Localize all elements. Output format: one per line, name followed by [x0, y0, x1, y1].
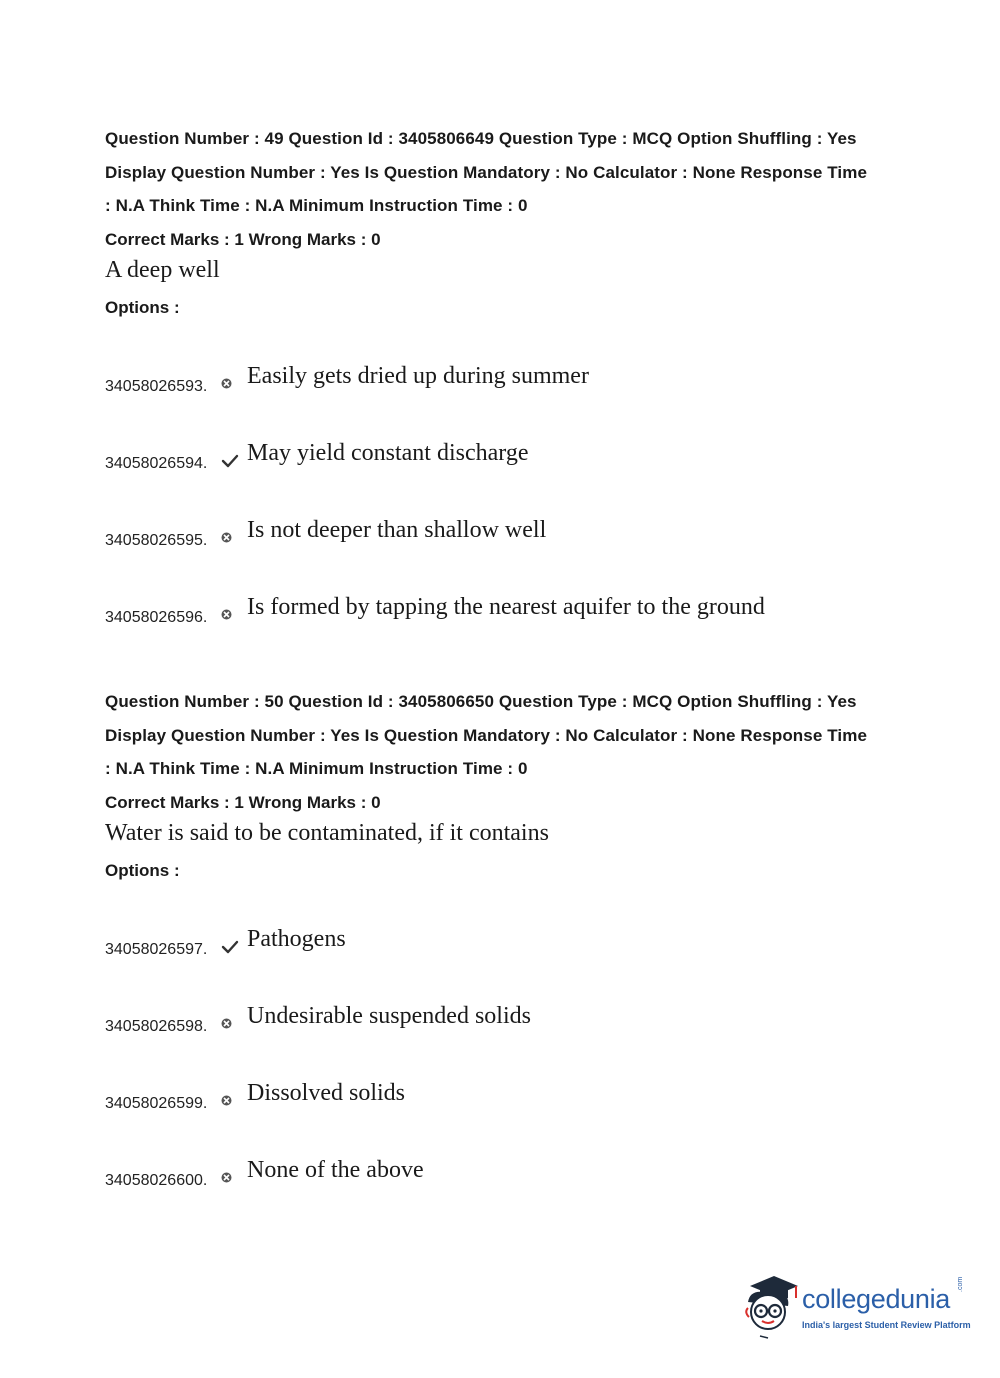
option-text: Easily gets dried up during summer	[247, 362, 589, 389]
cross-icon	[221, 605, 245, 625]
question-meta-line: Question Number : 50 Question Id : 3405806650 Question Type : MCQ Option Shuffling : Yes	[105, 692, 857, 711]
option-text: Is not deeper than shallow well	[247, 516, 547, 543]
cross-icon	[221, 528, 245, 548]
option-id: 34058026599.	[105, 1094, 208, 1112]
question-text: A deep well	[105, 256, 220, 283]
collegedunia-logo	[740, 1270, 970, 1350]
option-text: Is formed by tapping the nearest aquifer to the ground	[247, 593, 765, 620]
option-row	[105, 398, 925, 475]
cross-icon	[221, 374, 245, 394]
option-row	[105, 1115, 925, 1192]
option-text: None of the above	[247, 1156, 424, 1183]
question-meta-line: Question Number : 49 Question Id : 3405806649 Question Type : MCQ Option Shuffling : Yes	[105, 129, 857, 148]
question-meta-line: Display Question Number : Yes Is Question Mandatory : No Calculator : None Response Time	[105, 162, 867, 182]
option-text: Dissolved solids	[247, 1079, 406, 1106]
option-text: Undesirable suspended solids	[247, 1002, 531, 1029]
question-block	[105, 122, 925, 629]
cross-icon	[221, 1168, 245, 1188]
logo-dotcom: .com	[957, 1276, 964, 1292]
marks-info: Correct Marks : 1 Wrong Marks : 0	[105, 229, 381, 249]
cross-icon	[221, 1014, 245, 1034]
cross-icon	[221, 1091, 245, 1111]
question-text: Water is said to be contaminated, if it contains	[105, 819, 549, 846]
option-id: 34058026595.	[105, 531, 208, 549]
option-id: 34058026593.	[105, 377, 208, 395]
option-text: Pathogens	[247, 925, 346, 952]
options-label: Options :	[105, 297, 180, 317]
option-id: 34058026596.	[105, 608, 208, 626]
option-row	[105, 961, 925, 1038]
logo-wordmark: collegedunia	[802, 1284, 951, 1314]
mascot-icon	[740, 1272, 802, 1344]
option-id: 34058026600.	[105, 1171, 208, 1189]
question-meta-line: Display Question Number : Yes Is Question Mandatory : No Calculator : None Response Time	[105, 725, 867, 745]
option-id: 34058026597.	[105, 940, 208, 958]
question-meta-line: : N.A Think Time : N.A Minimum Instruction Time : 0	[105, 759, 528, 779]
options-label: Options :	[105, 860, 180, 880]
option-id: 34058026594.	[105, 454, 208, 472]
option-row	[105, 475, 925, 552]
question-block	[105, 685, 925, 1192]
option-row	[105, 1038, 925, 1115]
logo-tagline: India's largest Student Review Platform	[802, 1320, 971, 1330]
check-icon	[221, 451, 245, 471]
option-row	[105, 884, 925, 961]
check-icon	[221, 937, 245, 957]
marks-info: Correct Marks : 1 Wrong Marks : 0	[105, 792, 381, 812]
option-row	[105, 321, 925, 398]
option-row	[105, 552, 925, 629]
option-id: 34058026598.	[105, 1017, 208, 1035]
option-text: May yield constant discharge	[247, 439, 529, 466]
question-meta-line: : N.A Think Time : N.A Minimum Instruction Time : 0	[105, 196, 528, 216]
